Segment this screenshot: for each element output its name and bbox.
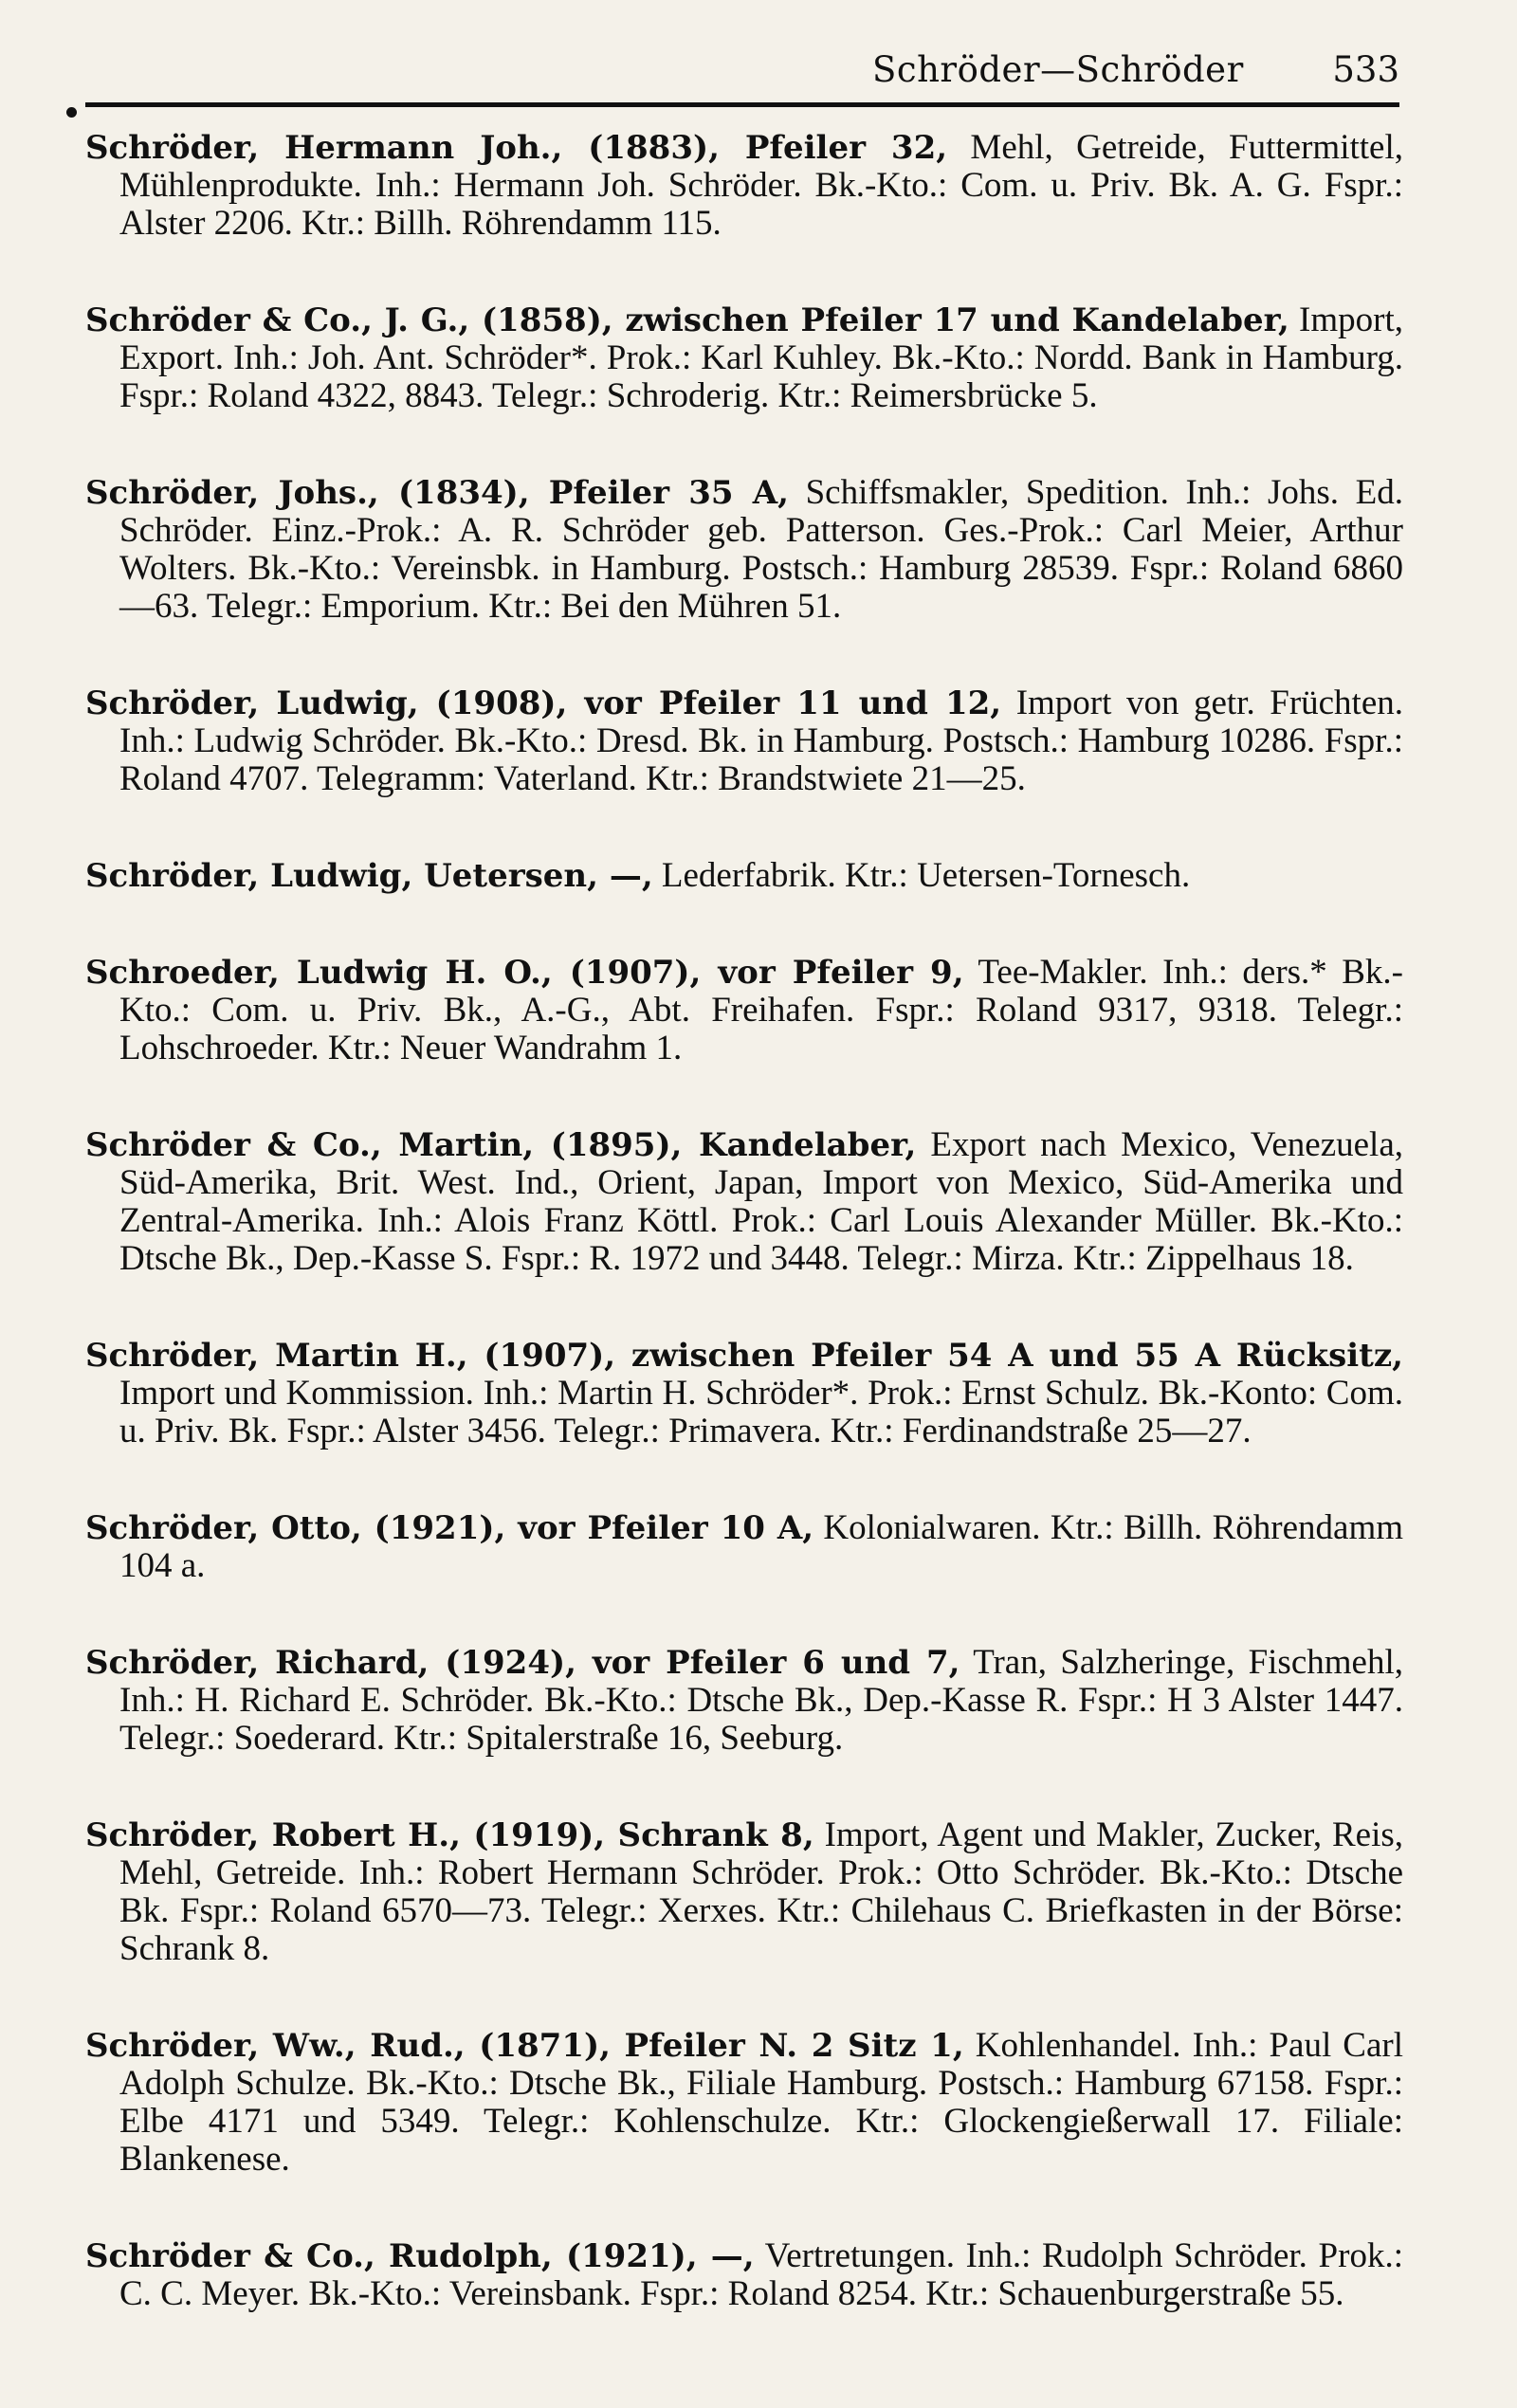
- entry-text: Import, Export. Inh.: Joh. Ant. Schröder*. Prok.: Karl Kuhley. Bk.-Kto.: Nordd. Bank in Hamburg. Fspr.: Roland 4322, 8843. Telegr.: Schroderig. Ktr.: Reimersbrücke 5.: [119, 301, 1403, 415]
- entry-heading: Schröder, Johs., (1834), Pfeiler 35 A,: [85, 474, 789, 512]
- directory-entry: [85, 2237, 1403, 2313]
- running-head: Schröder—Schröder: [872, 49, 1244, 90]
- entry-text: Kohlenhandel. Inh.: Paul Carl Adolph Schulze. Bk.-Kto.: Dtsche Bk., Filiale Hamburg. Postsch.: Hamburg 67158. Fspr.: Elbe 4171 und 5349. Telegr.: Kohlenschulze. Ktr.: Glockengießerwall 17. Filiale: Blankenese.: [119, 2026, 1403, 2179]
- entry-heading: Schröder, Ludwig, (1908), vor Pfeiler 11 und 12,: [85, 684, 1002, 722]
- directory-entry: [85, 129, 1403, 243]
- directory-entry: [85, 1644, 1403, 1758]
- entry-text: Vertretungen. Inh.: Rudolph Schröder. Prok.: C. C. Meyer. Bk.-Kto.: Vereinsbank. Fspr.: Roland 8254. Ktr.: Schauenburgerstraße 55.: [119, 2236, 1403, 2313]
- header-rule: [85, 102, 1399, 107]
- directory-entry: [85, 1126, 1403, 1278]
- entry-heading: Schroeder, Ludwig H. O., (1907), vor Pfeiler 9,: [85, 954, 964, 992]
- entry-heading: Schröder, Ludwig, Uetersen, —,: [85, 857, 653, 895]
- page-header: [85, 42, 1399, 99]
- entry-heading: Schröder & Co., Martin, (1895), Kandelaber,: [85, 1126, 917, 1164]
- page-number: 533: [1332, 49, 1399, 90]
- directory-entry: [85, 1509, 1403, 1585]
- directory-entry: [85, 2027, 1403, 2179]
- directory-entry: [85, 1816, 1403, 1968]
- entry-text: Tee-Makler. Inh.: ders.* Bk.-Kto.: Com. u. Priv. Bk., A.-G., Abt. Freihafen. Fspr.: Roland 9317, 9318. Telegr.: Lohschroeder. Ktr.: Neuer Wandrahm 1.: [119, 953, 1404, 1067]
- entry-text: Import von getr. Früchten. Inh.: Ludwig Schröder. Bk.-Kto.: Dresd. Bk. in Hamburg. Postsch.: Hamburg 10286. Fspr.: Roland 4707. Telegramm: Vaterland. Ktr.: Brandstwiete 21—25.: [119, 684, 1404, 798]
- directory-entry: [85, 301, 1403, 415]
- entry-heading: Schröder, Martin H., (1907), zwischen Pfeiler 54 A und 55 A Rücksitz,: [85, 1337, 1403, 1375]
- entry-heading: Schröder & Co., Rudolph, (1921), —,: [85, 2237, 755, 2275]
- margin-dot: [66, 107, 77, 118]
- entry-list: [85, 129, 1403, 2372]
- entry-heading: Schröder, Otto, (1921), vor Pfeiler 10 A,: [85, 1509, 814, 1547]
- directory-entry: [85, 954, 1403, 1067]
- entry-text: Mehl, Getreide, Futtermittel, Mühlenprodukte. Inh.: Hermann Joh. Schröder. Bk.-Kto.: Com. u. Priv. Bk. A. G. Fspr.: Alster 2206. Ktr.: Billh. Röhrendamm 115.: [119, 128, 1403, 243]
- directory-entry: [85, 857, 1403, 895]
- entry-heading: Schröder, Richard, (1924), vor Pfeiler 6 und 7,: [85, 1644, 960, 1682]
- entry-text: Import und Kommission. Inh.: Martin H. Schröder*. Prok.: Ernst Schulz. Bk.-Konto: Com. u. Priv. Bk. Fspr.: Alster 3456. Telegr.: Primavera. Ktr.: Ferdinandstraße 25—27.: [119, 1374, 1403, 1450]
- entry-text: Import, Agent und Makler, Zucker, Reis, Mehl, Getreide. Inh.: Robert Hermann Schröder. Prok.: Otto Schröder. Bk.-Kto.: Dtsche Bk. Fspr.: Roland 6570—73. Telegr.: Xerxes. Ktr.: Chilehaus C. Briefkasten in der Börse: Schrank 8.: [119, 1815, 1404, 1968]
- entry-text: Tran, Salzheringe, Fischmehl, Inh.: H. Richard E. Schröder. Bk.-Kto.: Dtsche Bk., Dep.-Kasse R. Fspr.: H 3 Alster 1447. Telegr.: Soederard. Ktr.: Spitalerstraße 16, Seeburg.: [119, 1643, 1403, 1758]
- directory-entry: [85, 1337, 1403, 1450]
- entry-text: Schiffsmakler, Spedition. Inh.: Johs. Ed. Schröder. Einz.-Prok.: A. R. Schröder geb. Patterson. Ges.-Prok.: Carl Meier, Arthur Wolters. Bk.-Kto.: Vereinsbk. in Hamburg. Postsch.: Hamburg 28539. Fspr.: Roland 6860—63. Telegr.: Emporium. Ktr.: Bei den Mühren 51.: [119, 473, 1404, 626]
- entry-heading: Schröder, Ww., Rud., (1871), Pfeiler N. 2 Sitz 1,: [85, 2027, 964, 2065]
- entry-text: Lederfabrik. Ktr.: Uetersen-Tornesch.: [661, 856, 1191, 895]
- entry-text: Export nach Mexico, Venezuela, Süd-Amerika, Brit. West. Ind., Orient, Japan, Import von Mexico, Süd-Amerika und Zentral-Amerika. Inh.: Alois Franz Köttl. Prok.: Carl Louis Alexander Müller. Bk.-Kto.: Dtsche Bk., Dep.-Kasse S. Fspr.: R. 1972 und 3448. Telegr.: Mirza. Ktr.: Zippelhaus 18.: [119, 1125, 1404, 1278]
- entry-text: Kolonialwaren. Ktr.: Billh. Röhrendamm 104 a.: [119, 1508, 1403, 1585]
- entry-heading: Schröder & Co., J. G., (1858), zwischen Pfeiler 17 und Kandelaber,: [85, 301, 1289, 339]
- entry-heading: Schröder, Robert H., (1919), Schrank 8,: [85, 1816, 814, 1854]
- directory-entry: [85, 474, 1403, 626]
- entry-heading: Schröder, Hermann Joh., (1883), Pfeiler 32,: [85, 129, 948, 167]
- directory-entry: [85, 684, 1403, 798]
